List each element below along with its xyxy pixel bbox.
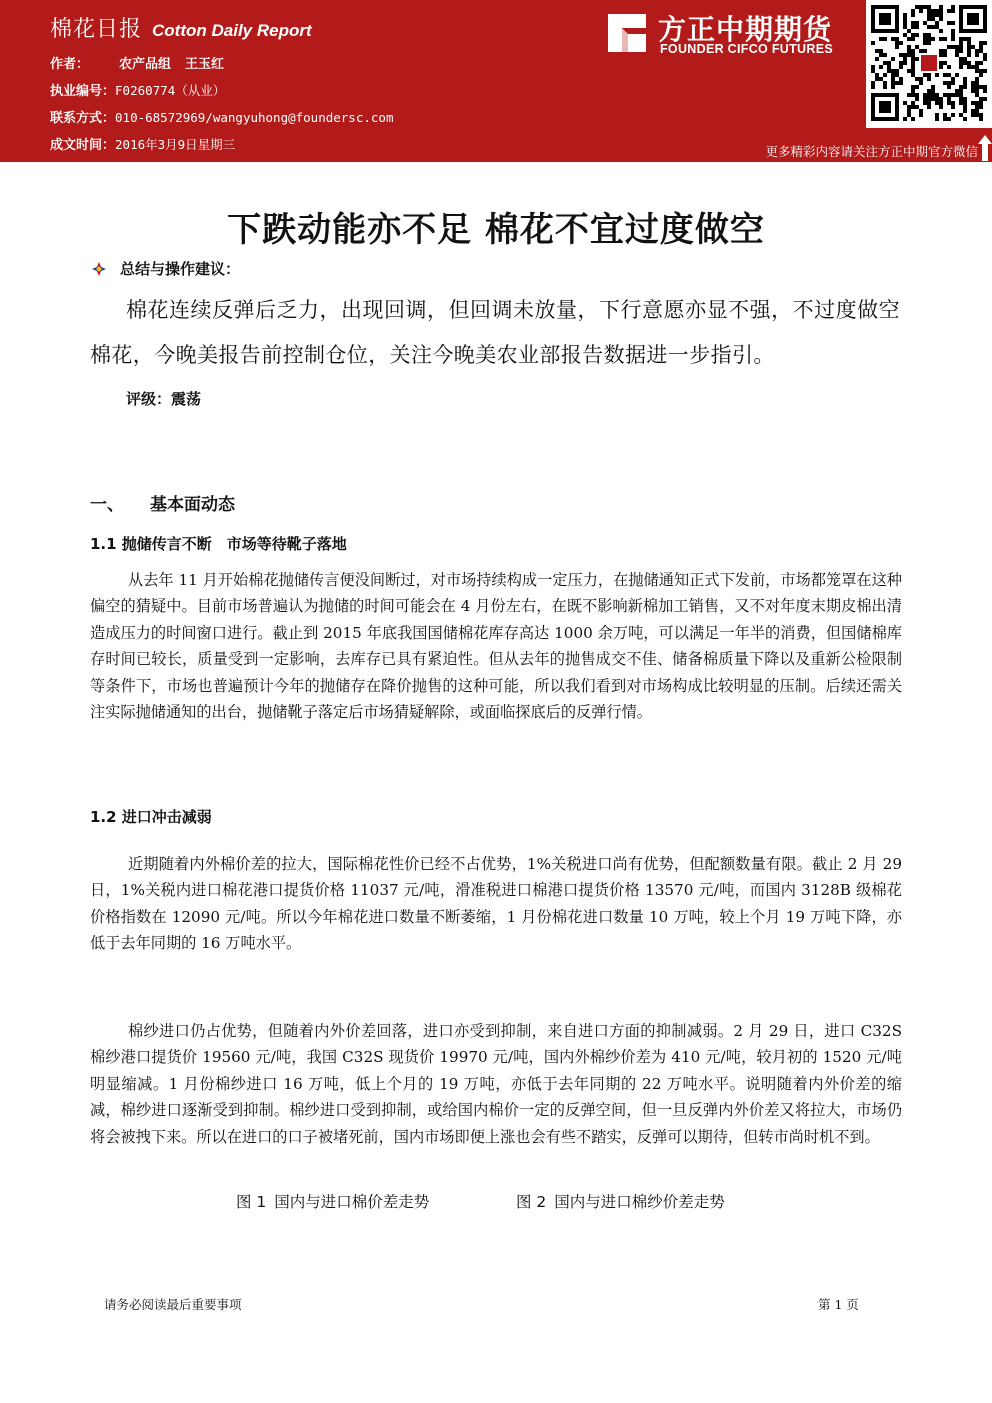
paragraph-1-2-a: 近期随着内外棉价差的拉大，国际棉花性价已经不占优势，1%关税进口尚有优势，但配额数量有限。截止 2 月 29 日，1%关税内进口棉花港口提货价格 11037 元/吨，滑准税进口棉港口提货价格 13570 元/吨，而国内 3128B 级棉花价格指数在 12090 元/吨。所以今年棉花进口数量不断萎缩，1 月份棉花进口数量 10 万吨，较上个月 19 万吨下降，亦低于去年同期的 16 万吨水平。 [90, 855, 902, 953]
logo-en: FOUNDER CIFCO FUTURES [660, 42, 833, 56]
section-heading [90, 490, 235, 515]
up-arrow-icon [978, 135, 992, 161]
rating-label: 评级： [126, 390, 172, 408]
company-logo [604, 8, 854, 60]
paragraph-1-2-b: 棉纱进口仍占优势，但随着内外价差回落，进口亦受到抑制，来自进口方面的抑制减弱。2 月 29 日，进口 C32S 棉纱港口提货价 19560 元/吨，我国 C32S 现货价 19970 元/吨，国内外棉纱价差为 410 元/吨，较月初的 1520 元/吨明显缩减。1 月份棉纱进口 16 万吨，低上个月的 19 万吨，亦低于去年同期的 22 万吨水平。说明随着内外价差的缩减，棉纱进口逐渐受到抑制。棉纱进口受到抑制，或给国内棉价一定的反弹空间，但一旦反弹内外价差又将拉大，市场仍将会被拽下来。所以在进口的口子被堵死前，国内市场即便上涨也会有些不踏实，反弹可以期待，但转市尚时机不到。 [90, 1022, 902, 1146]
summary-body: 棉花连续反弹后乏力，出现回调，但回调未放量，下行意愿亦显不强，不过度做空棉花，今晚美报告前控制仓位，关注今晚美农业部报告数据进一步指引。 [90, 298, 900, 367]
qr-code-icon [866, 0, 992, 128]
diamond-bullet-icon [92, 262, 106, 276]
figure-2-caption [516, 1190, 725, 1212]
author-line [50, 53, 224, 72]
author-group: 农产品组 [119, 57, 172, 72]
follow-wechat-text: 更多精彩内容请关注方正中期官方微信 [765, 144, 978, 159]
report-title: 下跌动能亦不足 棉花不宜过度做空 [227, 210, 765, 250]
contact-line [50, 107, 393, 126]
paragraph-1-1: 从去年 11 月开始棉花抛储传言便没间断过，对市场持续构成一定压力，在抛储通知正式下发前，市场都笼罩在这种偏空的猜疑中。目前市场普遍认为抛储的时间可能会在 4 月份左右，在既不影响新棉加工销售，又不对年度末期皮棉出清造成压力的时间窗口进行。截止到 2015 年底我国国储棉花库存高达 1000 余万吨，可以满足一年半的消费，但国储棉库存时间已较长，质量受到一定影响，去库存已具有紧迫性。但从去年的抛售成交不佳、储备棉质量下降以及重新公检限制等条件下，市场也普遍预计今年的抛储存在降价抛售的这种可能，所以我们看到对市场构成比较明显的压制。后续还需关注实际抛储通知的出台，抛储靴子落定后市场猜疑解除，或面临探底后的反弹行情。 [90, 571, 902, 722]
brand-en: Cotton Daily Report [152, 21, 312, 40]
section-number: 一、 [90, 495, 124, 515]
contact-value: 010-68572969/wangyuhong@foundersc.com [115, 110, 394, 125]
summary-heading [92, 258, 240, 279]
rating-value: 震荡 [171, 390, 202, 408]
figure-1-label: 图 1 [236, 1193, 267, 1211]
summary-heading-text: 总结与操作建议： [120, 260, 241, 278]
figure-1-title: 国内与进口棉价差走势 [274, 1193, 430, 1211]
report-header [0, 0, 992, 162]
page-number: 第 1 页 [818, 1297, 859, 1312]
figure-2-title: 国内与进口棉纱价差走势 [554, 1193, 725, 1211]
author-label: 作者： [50, 57, 90, 72]
founder-logo-icon [604, 10, 650, 56]
date-label: 成文时间： [50, 138, 116, 153]
subsection-heading-1-2: 1.2 进口冲击减弱 [90, 808, 212, 826]
brand-cn: 棉花日报 [50, 17, 143, 42]
author-name: 王玉红 [185, 57, 225, 72]
date-line [50, 134, 235, 153]
date-value: 2016年3月9日星期三 [115, 137, 236, 152]
figure-2-label: 图 2 [516, 1193, 547, 1211]
report-brand [50, 12, 312, 43]
contact-label: 联系方式： [50, 111, 116, 126]
footer-notice: 请务必阅读最后重要事项 [104, 1297, 242, 1312]
section-title: 基本面动态 [150, 495, 235, 515]
rating [126, 388, 201, 409]
license-label: 执业编号： [50, 84, 116, 99]
license-line [50, 80, 225, 99]
logo-cn: 方正中期期货 [658, 13, 833, 46]
figure-1-caption [236, 1190, 429, 1212]
subsection-heading-1-1: 1.1 抛储传言不断 市场等待靴子落地 [90, 535, 347, 553]
license-value: F0260774（从业） [115, 83, 226, 98]
